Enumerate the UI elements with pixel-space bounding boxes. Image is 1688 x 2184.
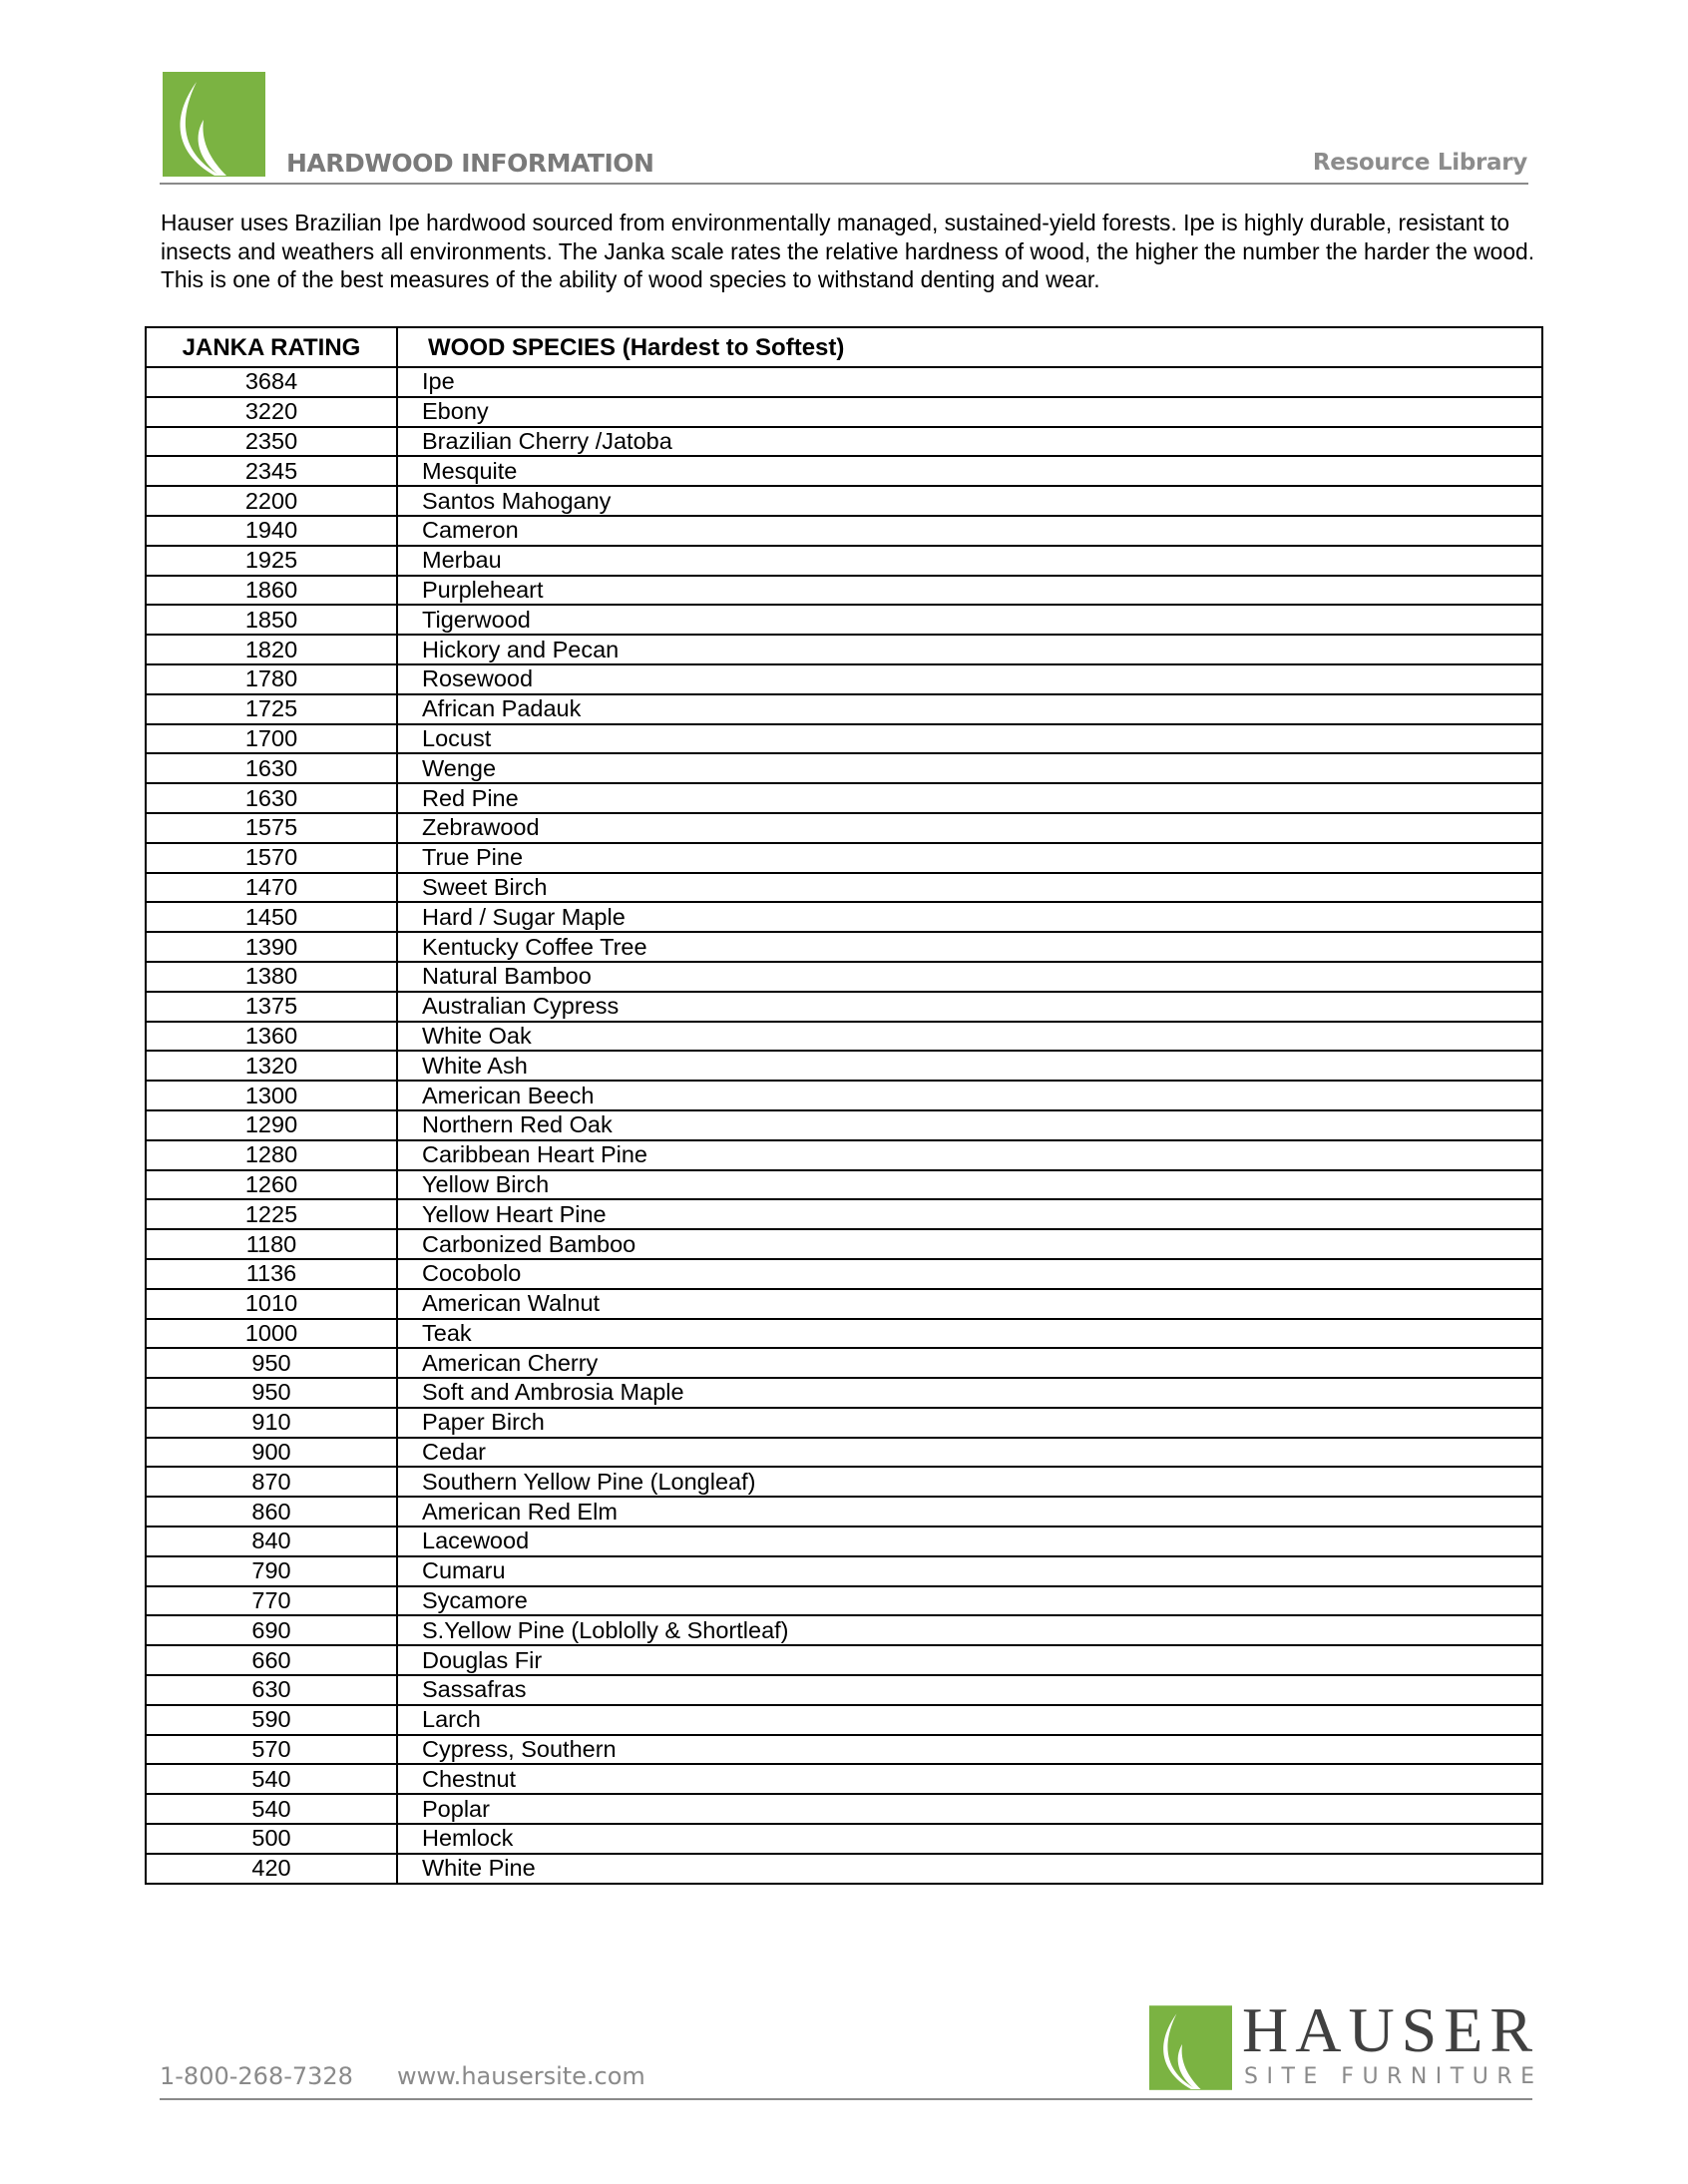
wood-species-cell: American Walnut: [397, 1289, 1542, 1319]
table-row: [146, 753, 1542, 783]
wood-species-cell: Southern Yellow Pine (Longleaf): [397, 1467, 1542, 1497]
wood-species-cell: Cameron: [397, 516, 1542, 546]
table-row: [146, 1527, 1542, 1556]
janka-rating-cell: 500: [146, 1824, 397, 1854]
table-row: [146, 427, 1542, 457]
wood-species-cell: Brazilian Cherry /Jatoba: [397, 427, 1542, 457]
table-header-row: [146, 327, 1542, 367]
wood-species-cell: Red Pine: [397, 783, 1542, 813]
section-label: Resource Library: [1312, 150, 1527, 176]
janka-rating-cell: 420: [146, 1854, 397, 1884]
janka-rating-cell: 1225: [146, 1199, 397, 1229]
table-row: [146, 397, 1542, 427]
hauser-footer-logo-icon: [1149, 2005, 1232, 2090]
wood-species-cell: Mesquite: [397, 456, 1542, 486]
header-divider: [160, 183, 1528, 185]
table-row: [146, 1170, 1542, 1200]
janka-rating-cell: 1780: [146, 664, 397, 694]
table-row: [146, 1615, 1542, 1645]
table-row: [146, 1764, 1542, 1794]
wood-species-cell: Natural Bamboo: [397, 962, 1542, 992]
janka-rating-cell: 3684: [146, 367, 397, 397]
wood-species-cell: Hard / Sugar Maple: [397, 902, 1542, 932]
janka-table: [145, 326, 1543, 1885]
janka-rating-cell: 910: [146, 1408, 397, 1438]
column-header-species: WOOD SPECIES (Hardest to Softest): [397, 327, 1542, 367]
wood-species-cell: Zebrawood: [397, 813, 1542, 843]
table-row: [146, 932, 1542, 962]
janka-rating-cell: 1820: [146, 635, 397, 664]
janka-rating-cell: 1630: [146, 753, 397, 783]
hauser-logo-icon: [163, 72, 265, 177]
janka-rating-cell: 870: [146, 1467, 397, 1497]
table-row: [146, 783, 1542, 813]
wood-species-cell: Poplar: [397, 1794, 1542, 1824]
janka-rating-cell: 1700: [146, 724, 397, 754]
wood-species-cell: Soft and Ambrosia Maple: [397, 1378, 1542, 1408]
wood-species-cell: Australian Cypress: [397, 992, 1542, 1022]
table-row: [146, 605, 1542, 635]
wood-species-cell: American Beech: [397, 1081, 1542, 1110]
wood-species-cell: Rosewood: [397, 664, 1542, 694]
table-row: [146, 1645, 1542, 1675]
table-row: [146, 1378, 1542, 1408]
wood-species-cell: True Pine: [397, 843, 1542, 873]
wood-species-cell: African Padauk: [397, 694, 1542, 724]
wood-species-cell: White Oak: [397, 1022, 1542, 1052]
table-row: [146, 456, 1542, 486]
table-row: [146, 1140, 1542, 1170]
page-title: HARDWOOD INFORMATION: [286, 149, 654, 178]
janka-rating-cell: 1000: [146, 1319, 397, 1349]
table-row: [146, 1199, 1542, 1229]
janka-rating-cell: 590: [146, 1705, 397, 1735]
table-row: [146, 576, 1542, 606]
table-row: [146, 992, 1542, 1022]
wood-species-cell: Chestnut: [397, 1764, 1542, 1794]
table-row: [146, 546, 1542, 576]
table-row: [146, 1824, 1542, 1854]
wood-species-cell: Sassafras: [397, 1675, 1542, 1705]
wood-species-cell: Ipe: [397, 367, 1542, 397]
wood-species-cell: Merbau: [397, 546, 1542, 576]
janka-rating-cell: 1940: [146, 516, 397, 546]
table-body: [146, 367, 1542, 1884]
janka-rating-cell: 630: [146, 1675, 397, 1705]
wood-species-cell: Kentucky Coffee Tree: [397, 932, 1542, 962]
table-row: [146, 694, 1542, 724]
janka-rating-cell: 660: [146, 1645, 397, 1675]
wood-species-cell: Lacewood: [397, 1527, 1542, 1556]
wood-species-cell: Yellow Heart Pine: [397, 1199, 1542, 1229]
table-row: [146, 367, 1542, 397]
janka-rating-cell: 1290: [146, 1110, 397, 1140]
brand-name: HAUSER: [1242, 1994, 1540, 2065]
janka-rating-cell: 1010: [146, 1289, 397, 1319]
janka-rating-cell: 2350: [146, 427, 397, 457]
janka-rating-cell: 1260: [146, 1170, 397, 1200]
wood-species-cell: Wenge: [397, 753, 1542, 783]
wood-species-cell: Purpleheart: [397, 576, 1542, 606]
table-row: [146, 1319, 1542, 1349]
janka-rating-cell: 540: [146, 1764, 397, 1794]
janka-rating-cell: 1320: [146, 1051, 397, 1081]
wood-species-cell: White Pine: [397, 1854, 1542, 1884]
table-row: [146, 635, 1542, 664]
janka-rating-cell: 1630: [146, 783, 397, 813]
table-row: [146, 1081, 1542, 1110]
wood-species-cell: Cypress, Southern: [397, 1735, 1542, 1765]
footer-divider: [160, 2098, 1532, 2100]
janka-rating-cell: 1570: [146, 843, 397, 873]
wood-species-cell: Hickory and Pecan: [397, 635, 1542, 664]
table-row: [146, 1735, 1542, 1765]
wood-species-cell: Yellow Birch: [397, 1170, 1542, 1200]
wood-species-cell: Tigerwood: [397, 605, 1542, 635]
janka-rating-cell: 570: [146, 1735, 397, 1765]
wood-species-cell: American Red Elm: [397, 1497, 1542, 1527]
table-row: [146, 1586, 1542, 1616]
wood-species-cell: Larch: [397, 1705, 1542, 1735]
table-row: [146, 1348, 1542, 1378]
janka-rating-cell: 2345: [146, 456, 397, 486]
janka-rating-cell: 1136: [146, 1259, 397, 1289]
janka-rating-cell: 770: [146, 1586, 397, 1616]
wood-species-cell: Santos Mahogany: [397, 486, 1542, 516]
janka-rating-cell: 2200: [146, 486, 397, 516]
table-row: [146, 1438, 1542, 1468]
wood-species-cell: Sweet Birch: [397, 873, 1542, 903]
janka-rating-cell: 1375: [146, 992, 397, 1022]
wood-species-cell: S.Yellow Pine (Loblolly & Shortleaf): [397, 1615, 1542, 1645]
wood-species-cell: Hemlock: [397, 1824, 1542, 1854]
janka-rating-cell: 3220: [146, 397, 397, 427]
wood-species-cell: Paper Birch: [397, 1408, 1542, 1438]
janka-rating-cell: 690: [146, 1615, 397, 1645]
table-row: [146, 1110, 1542, 1140]
table-row: [146, 1794, 1542, 1824]
wood-species-cell: Locust: [397, 724, 1542, 754]
janka-rating-cell: 1300: [146, 1081, 397, 1110]
table-row: [146, 1022, 1542, 1052]
wood-species-cell: Cedar: [397, 1438, 1542, 1468]
table-row: [146, 1408, 1542, 1438]
table-row: [146, 516, 1542, 546]
janka-rating-cell: 1450: [146, 902, 397, 932]
janka-rating-cell: 950: [146, 1348, 397, 1378]
janka-rating-cell: 1380: [146, 962, 397, 992]
wood-species-cell: Douglas Fir: [397, 1645, 1542, 1675]
table-row: [146, 962, 1542, 992]
wood-species-cell: Caribbean Heart Pine: [397, 1140, 1542, 1170]
intro-paragraph: Hauser uses Brazilian Ipe hardwood sourced from environmentally managed, sustained-yield forests. Ipe is highly durable, resistant to insects and weathers all environments. The Janka scale rates the relative hardness of wood, the higher the number the harder the wood. This is one of the best measures of the ability of wood species to withstand denting and wear.: [161, 210, 1535, 292]
table-row: [146, 902, 1542, 932]
table-row: [146, 1705, 1542, 1735]
table-row: [146, 873, 1542, 903]
table-row: [146, 1467, 1542, 1497]
janka-rating-cell: 1360: [146, 1022, 397, 1052]
janka-rating-cell: 1925: [146, 546, 397, 576]
table-row: [146, 664, 1542, 694]
wood-species-cell: Cumaru: [397, 1556, 1542, 1586]
table-row: [146, 1259, 1542, 1289]
janka-rating-cell: 1860: [146, 576, 397, 606]
table-row: [146, 486, 1542, 516]
janka-rating-cell: 790: [146, 1556, 397, 1586]
janka-rating-cell: 1180: [146, 1229, 397, 1259]
table-row: [146, 1229, 1542, 1259]
footer-website: www.hausersite.com: [397, 2062, 645, 2090]
janka-rating-cell: 1725: [146, 694, 397, 724]
column-header-rating: JANKA RATING: [146, 327, 397, 367]
wood-species-cell: Sycamore: [397, 1586, 1542, 1616]
wood-species-cell: White Ash: [397, 1051, 1542, 1081]
wood-species-cell: Teak: [397, 1319, 1542, 1349]
janka-rating-cell: 950: [146, 1378, 397, 1408]
table-row: [146, 1556, 1542, 1586]
janka-rating-cell: 1850: [146, 605, 397, 635]
janka-rating-cell: 860: [146, 1497, 397, 1527]
janka-rating-cell: 540: [146, 1794, 397, 1824]
table-row: [146, 1051, 1542, 1081]
table-row: [146, 1854, 1542, 1884]
wood-species-cell: Ebony: [397, 397, 1542, 427]
table-row: [146, 1675, 1542, 1705]
janka-rating-cell: 1280: [146, 1140, 397, 1170]
table-row: [146, 843, 1542, 873]
janka-rating-cell: 840: [146, 1527, 397, 1556]
table-row: [146, 813, 1542, 843]
footer-phone: 1-800-268-7328: [160, 2062, 353, 2090]
janka-rating-cell: 1470: [146, 873, 397, 903]
wood-species-cell: American Cherry: [397, 1348, 1542, 1378]
wood-species-cell: Cocobolo: [397, 1259, 1542, 1289]
wood-species-cell: Northern Red Oak: [397, 1110, 1542, 1140]
janka-rating-cell: 1575: [146, 813, 397, 843]
table-row: [146, 1289, 1542, 1319]
janka-rating-cell: 1390: [146, 932, 397, 962]
table-row: [146, 724, 1542, 754]
table-row: [146, 1497, 1542, 1527]
wood-species-cell: Carbonized Bamboo: [397, 1229, 1542, 1259]
brand-tagline: SITE FURNITURE: [1244, 2064, 1543, 2089]
janka-rating-cell: 900: [146, 1438, 397, 1468]
